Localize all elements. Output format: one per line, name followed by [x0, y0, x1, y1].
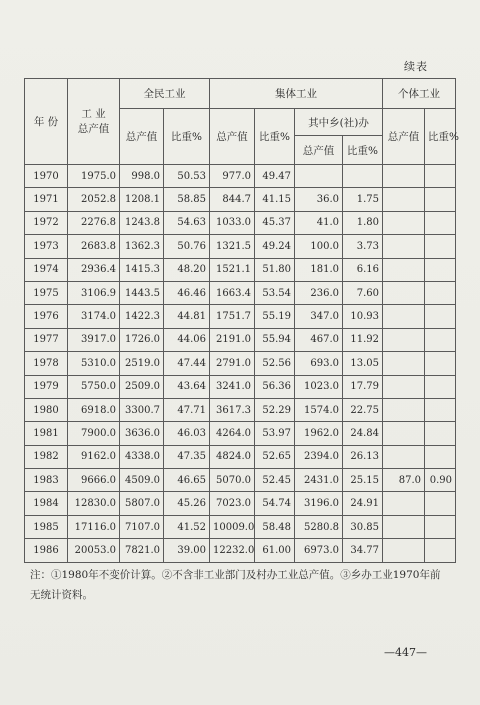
cell-town-share: 25.15	[343, 469, 383, 492]
cell-state-share: 47.35	[164, 445, 210, 468]
cell-total: 6918.0	[68, 398, 120, 421]
cell-coll-value: 10009.0	[210, 515, 255, 538]
cell-ind-share	[425, 165, 456, 188]
cell-year: 1978	[25, 352, 68, 375]
cell-state-value: 7821.0	[120, 539, 164, 562]
header-state-share: 比重%	[164, 109, 210, 165]
cell-year: 1982	[25, 445, 68, 468]
cell-ind-share	[425, 328, 456, 351]
cell-total: 2276.8	[68, 211, 120, 234]
cell-coll-value: 3241.0	[210, 375, 255, 398]
cell-ind-share	[425, 492, 456, 515]
cell-year: 1986	[25, 539, 68, 562]
cell-ind-value	[383, 165, 425, 188]
cell-total: 9666.0	[68, 469, 120, 492]
table-row	[25, 281, 456, 304]
cell-coll-value: 1321.5	[210, 235, 255, 258]
cell-state-share: 43.64	[164, 375, 210, 398]
cell-coll-share: 52.65	[255, 445, 295, 468]
cell-ind-value	[383, 539, 425, 562]
cell-town-value: 236.0	[295, 281, 343, 304]
cell-year: 1973	[25, 235, 68, 258]
table-row	[25, 469, 456, 492]
cell-ind-share	[425, 281, 456, 304]
cell-town-value: 347.0	[295, 305, 343, 328]
header-collective-value: 总产值	[210, 109, 255, 165]
cell-ind-value: 87.0	[383, 469, 425, 492]
cell-coll-value: 12232.0	[210, 539, 255, 562]
cell-coll-value: 4264.0	[210, 422, 255, 445]
cell-state-share: 48.20	[164, 258, 210, 281]
cell-state-share: 41.52	[164, 515, 210, 538]
cell-town-value: 181.0	[295, 258, 343, 281]
cell-coll-share: 53.54	[255, 281, 295, 304]
cell-coll-share: 52.45	[255, 469, 295, 492]
cell-state-value: 1208.1	[120, 188, 164, 211]
cell-town-value: 41.0	[295, 211, 343, 234]
cell-ind-value	[383, 188, 425, 211]
cell-ind-share	[425, 258, 456, 281]
cell-state-share: 58.85	[164, 188, 210, 211]
cell-coll-share: 58.48	[255, 515, 295, 538]
cell-town-share: 17.79	[343, 375, 383, 398]
table-row	[25, 352, 456, 375]
header-total-output: 工 业 总产值	[68, 79, 120, 165]
cell-year: 1983	[25, 469, 68, 492]
cell-state-share: 54.63	[164, 211, 210, 234]
cell-town-value: 1962.0	[295, 422, 343, 445]
cell-coll-value: 1521.1	[210, 258, 255, 281]
cell-town-value: 467.0	[295, 328, 343, 351]
header-collective-industry: 集体工业	[210, 79, 383, 109]
cell-year: 1970	[25, 165, 68, 188]
cell-coll-value: 3617.3	[210, 398, 255, 421]
cell-coll-value: 844.7	[210, 188, 255, 211]
cell-state-share: 47.71	[164, 398, 210, 421]
cell-town-value: 1023.0	[295, 375, 343, 398]
cell-state-share: 47.44	[164, 352, 210, 375]
cell-ind-value	[383, 422, 425, 445]
cell-ind-share: 0.90	[425, 469, 456, 492]
cell-year: 1971	[25, 188, 68, 211]
cell-state-value: 1422.3	[120, 305, 164, 328]
cell-coll-share: 54.74	[255, 492, 295, 515]
table-row	[25, 398, 456, 421]
cell-year: 1977	[25, 328, 68, 351]
cell-coll-share: 52.56	[255, 352, 295, 375]
cell-state-share: 45.26	[164, 492, 210, 515]
cell-total: 3917.0	[68, 328, 120, 351]
header-state-industry: 全民工业	[120, 79, 210, 109]
cell-town-value: 6973.0	[295, 539, 343, 562]
cell-state-value: 1362.3	[120, 235, 164, 258]
cell-year: 1974	[25, 258, 68, 281]
cell-total: 20053.0	[68, 539, 120, 562]
cell-ind-value	[383, 375, 425, 398]
cell-coll-value: 7023.0	[210, 492, 255, 515]
table-row	[25, 235, 456, 258]
cell-state-value: 1243.8	[120, 211, 164, 234]
table-row	[25, 165, 456, 188]
cell-coll-share: 55.94	[255, 328, 295, 351]
cell-town-value: 2394.0	[295, 445, 343, 468]
header-year: 年 份	[25, 79, 68, 165]
cell-ind-share	[425, 188, 456, 211]
cell-total: 3106.9	[68, 281, 120, 304]
cell-year: 1984	[25, 492, 68, 515]
cell-town-value: 693.0	[295, 352, 343, 375]
cell-total: 12830.0	[68, 492, 120, 515]
table-row	[25, 258, 456, 281]
cell-state-value: 1415.3	[120, 258, 164, 281]
cell-ind-value	[383, 235, 425, 258]
cell-coll-share: 49.24	[255, 235, 295, 258]
cell-coll-value: 2791.0	[210, 352, 255, 375]
cell-total: 17116.0	[68, 515, 120, 538]
cell-town-share: 10.93	[343, 305, 383, 328]
cell-town-share	[343, 165, 383, 188]
cell-state-share: 44.81	[164, 305, 210, 328]
cell-town-share: 11.92	[343, 328, 383, 351]
cell-year: 1979	[25, 375, 68, 398]
cell-state-share: 44.06	[164, 328, 210, 351]
header-township: 其中乡(社)办	[295, 109, 383, 136]
cell-state-value: 5807.0	[120, 492, 164, 515]
cell-town-share: 1.75	[343, 188, 383, 211]
header-township-value: 总产值	[295, 136, 343, 165]
table-row	[25, 445, 456, 468]
cell-ind-value	[383, 398, 425, 421]
cell-state-value: 7107.0	[120, 515, 164, 538]
cell-coll-value: 4824.0	[210, 445, 255, 468]
cell-year: 1976	[25, 305, 68, 328]
cell-state-value: 3636.0	[120, 422, 164, 445]
cell-town-value: 36.0	[295, 188, 343, 211]
industry-output-table	[24, 78, 459, 563]
table-body	[25, 165, 456, 563]
cell-coll-value: 1033.0	[210, 211, 255, 234]
cell-ind-value	[383, 258, 425, 281]
cell-town-value	[295, 165, 343, 188]
cell-year: 1975	[25, 281, 68, 304]
table-notes: 注：①1980年不变价计算。②不含非工业部门及村办工业总产值。③乡办工业1970年前无统计资料。	[30, 569, 441, 601]
cell-town-share: 34.77	[343, 539, 383, 562]
cell-state-share: 46.46	[164, 281, 210, 304]
table-row	[25, 492, 456, 515]
cell-total: 2683.8	[68, 235, 120, 258]
cell-ind-share	[425, 305, 456, 328]
cell-town-value: 1574.0	[295, 398, 343, 421]
cell-state-value: 1443.5	[120, 281, 164, 304]
table-row	[25, 539, 456, 562]
cell-coll-value: 977.0	[210, 165, 255, 188]
cell-coll-value: 1663.4	[210, 281, 255, 304]
cell-coll-share: 52.29	[255, 398, 295, 421]
continued-label: 续表	[404, 60, 428, 73]
cell-year: 1985	[25, 515, 68, 538]
cell-ind-share	[425, 211, 456, 234]
cell-total: 2052.8	[68, 188, 120, 211]
cell-ind-share	[425, 398, 456, 421]
cell-state-share: 50.53	[164, 165, 210, 188]
cell-state-share: 50.76	[164, 235, 210, 258]
cell-ind-value	[383, 281, 425, 304]
cell-ind-value	[383, 305, 425, 328]
cell-coll-share: 53.97	[255, 422, 295, 445]
header-township-share: 比重%	[343, 136, 383, 165]
cell-total: 5750.0	[68, 375, 120, 398]
cell-ind-value	[383, 515, 425, 538]
cell-state-value: 2519.0	[120, 352, 164, 375]
header-individual-share: 比重%	[425, 109, 456, 165]
cell-coll-value: 5070.0	[210, 469, 255, 492]
header-individual-industry: 个体工业	[383, 79, 456, 109]
cell-ind-share	[425, 422, 456, 445]
cell-state-value: 3300.7	[120, 398, 164, 421]
cell-year: 1981	[25, 422, 68, 445]
cell-town-share: 22.75	[343, 398, 383, 421]
cell-state-value: 1726.0	[120, 328, 164, 351]
cell-state-share: 46.03	[164, 422, 210, 445]
cell-town-share: 24.91	[343, 492, 383, 515]
cell-town-share: 26.13	[343, 445, 383, 468]
cell-ind-share	[425, 352, 456, 375]
cell-year: 1972	[25, 211, 68, 234]
cell-ind-value	[383, 328, 425, 351]
table-row	[25, 375, 456, 398]
cell-ind-value	[383, 492, 425, 515]
cell-state-value: 2509.0	[120, 375, 164, 398]
cell-town-share: 1.80	[343, 211, 383, 234]
cell-state-value: 4338.0	[120, 445, 164, 468]
page-number: —447—	[384, 646, 427, 659]
cell-coll-share: 41.15	[255, 188, 295, 211]
cell-state-value: 998.0	[120, 165, 164, 188]
cell-coll-share: 56.36	[255, 375, 295, 398]
cell-total: 5310.0	[68, 352, 120, 375]
cell-state-value: 4509.0	[120, 469, 164, 492]
table-row	[25, 328, 456, 351]
cell-total: 1975.0	[68, 165, 120, 188]
cell-total: 9162.0	[68, 445, 120, 468]
cell-state-share: 39.00	[164, 539, 210, 562]
table-row	[25, 211, 456, 234]
table-row	[25, 188, 456, 211]
cell-state-share: 46.65	[164, 469, 210, 492]
cell-coll-share: 51.80	[255, 258, 295, 281]
cell-ind-value	[383, 352, 425, 375]
table-row	[25, 515, 456, 538]
cell-total: 7900.0	[68, 422, 120, 445]
cell-town-share: 3.73	[343, 235, 383, 258]
header-state-value: 总产值	[120, 109, 164, 165]
cell-town-share: 30.85	[343, 515, 383, 538]
cell-town-share: 13.05	[343, 352, 383, 375]
cell-total: 2936.4	[68, 258, 120, 281]
cell-ind-share	[425, 515, 456, 538]
cell-town-value: 100.0	[295, 235, 343, 258]
table-row	[25, 305, 456, 328]
cell-total: 3174.0	[68, 305, 120, 328]
cell-coll-value: 1751.7	[210, 305, 255, 328]
cell-ind-share	[425, 539, 456, 562]
cell-town-value: 5280.8	[295, 515, 343, 538]
cell-ind-share	[425, 445, 456, 468]
cell-coll-value: 2191.0	[210, 328, 255, 351]
cell-town-value: 3196.0	[295, 492, 343, 515]
header-collective-share: 比重%	[255, 109, 295, 165]
cell-coll-share: 61.00	[255, 539, 295, 562]
cell-coll-share: 45.37	[255, 211, 295, 234]
table-row	[25, 422, 456, 445]
cell-town-share: 6.16	[343, 258, 383, 281]
header-individual-value: 总产值	[383, 109, 425, 165]
cell-ind-share	[425, 235, 456, 258]
cell-year: 1980	[25, 398, 68, 421]
cell-ind-value	[383, 445, 425, 468]
cell-ind-value	[383, 211, 425, 234]
cell-coll-share: 55.19	[255, 305, 295, 328]
cell-coll-share: 49.47	[255, 165, 295, 188]
cell-town-share: 7.60	[343, 281, 383, 304]
cell-town-share: 24.84	[343, 422, 383, 445]
cell-town-value: 2431.0	[295, 469, 343, 492]
cell-ind-share	[425, 375, 456, 398]
